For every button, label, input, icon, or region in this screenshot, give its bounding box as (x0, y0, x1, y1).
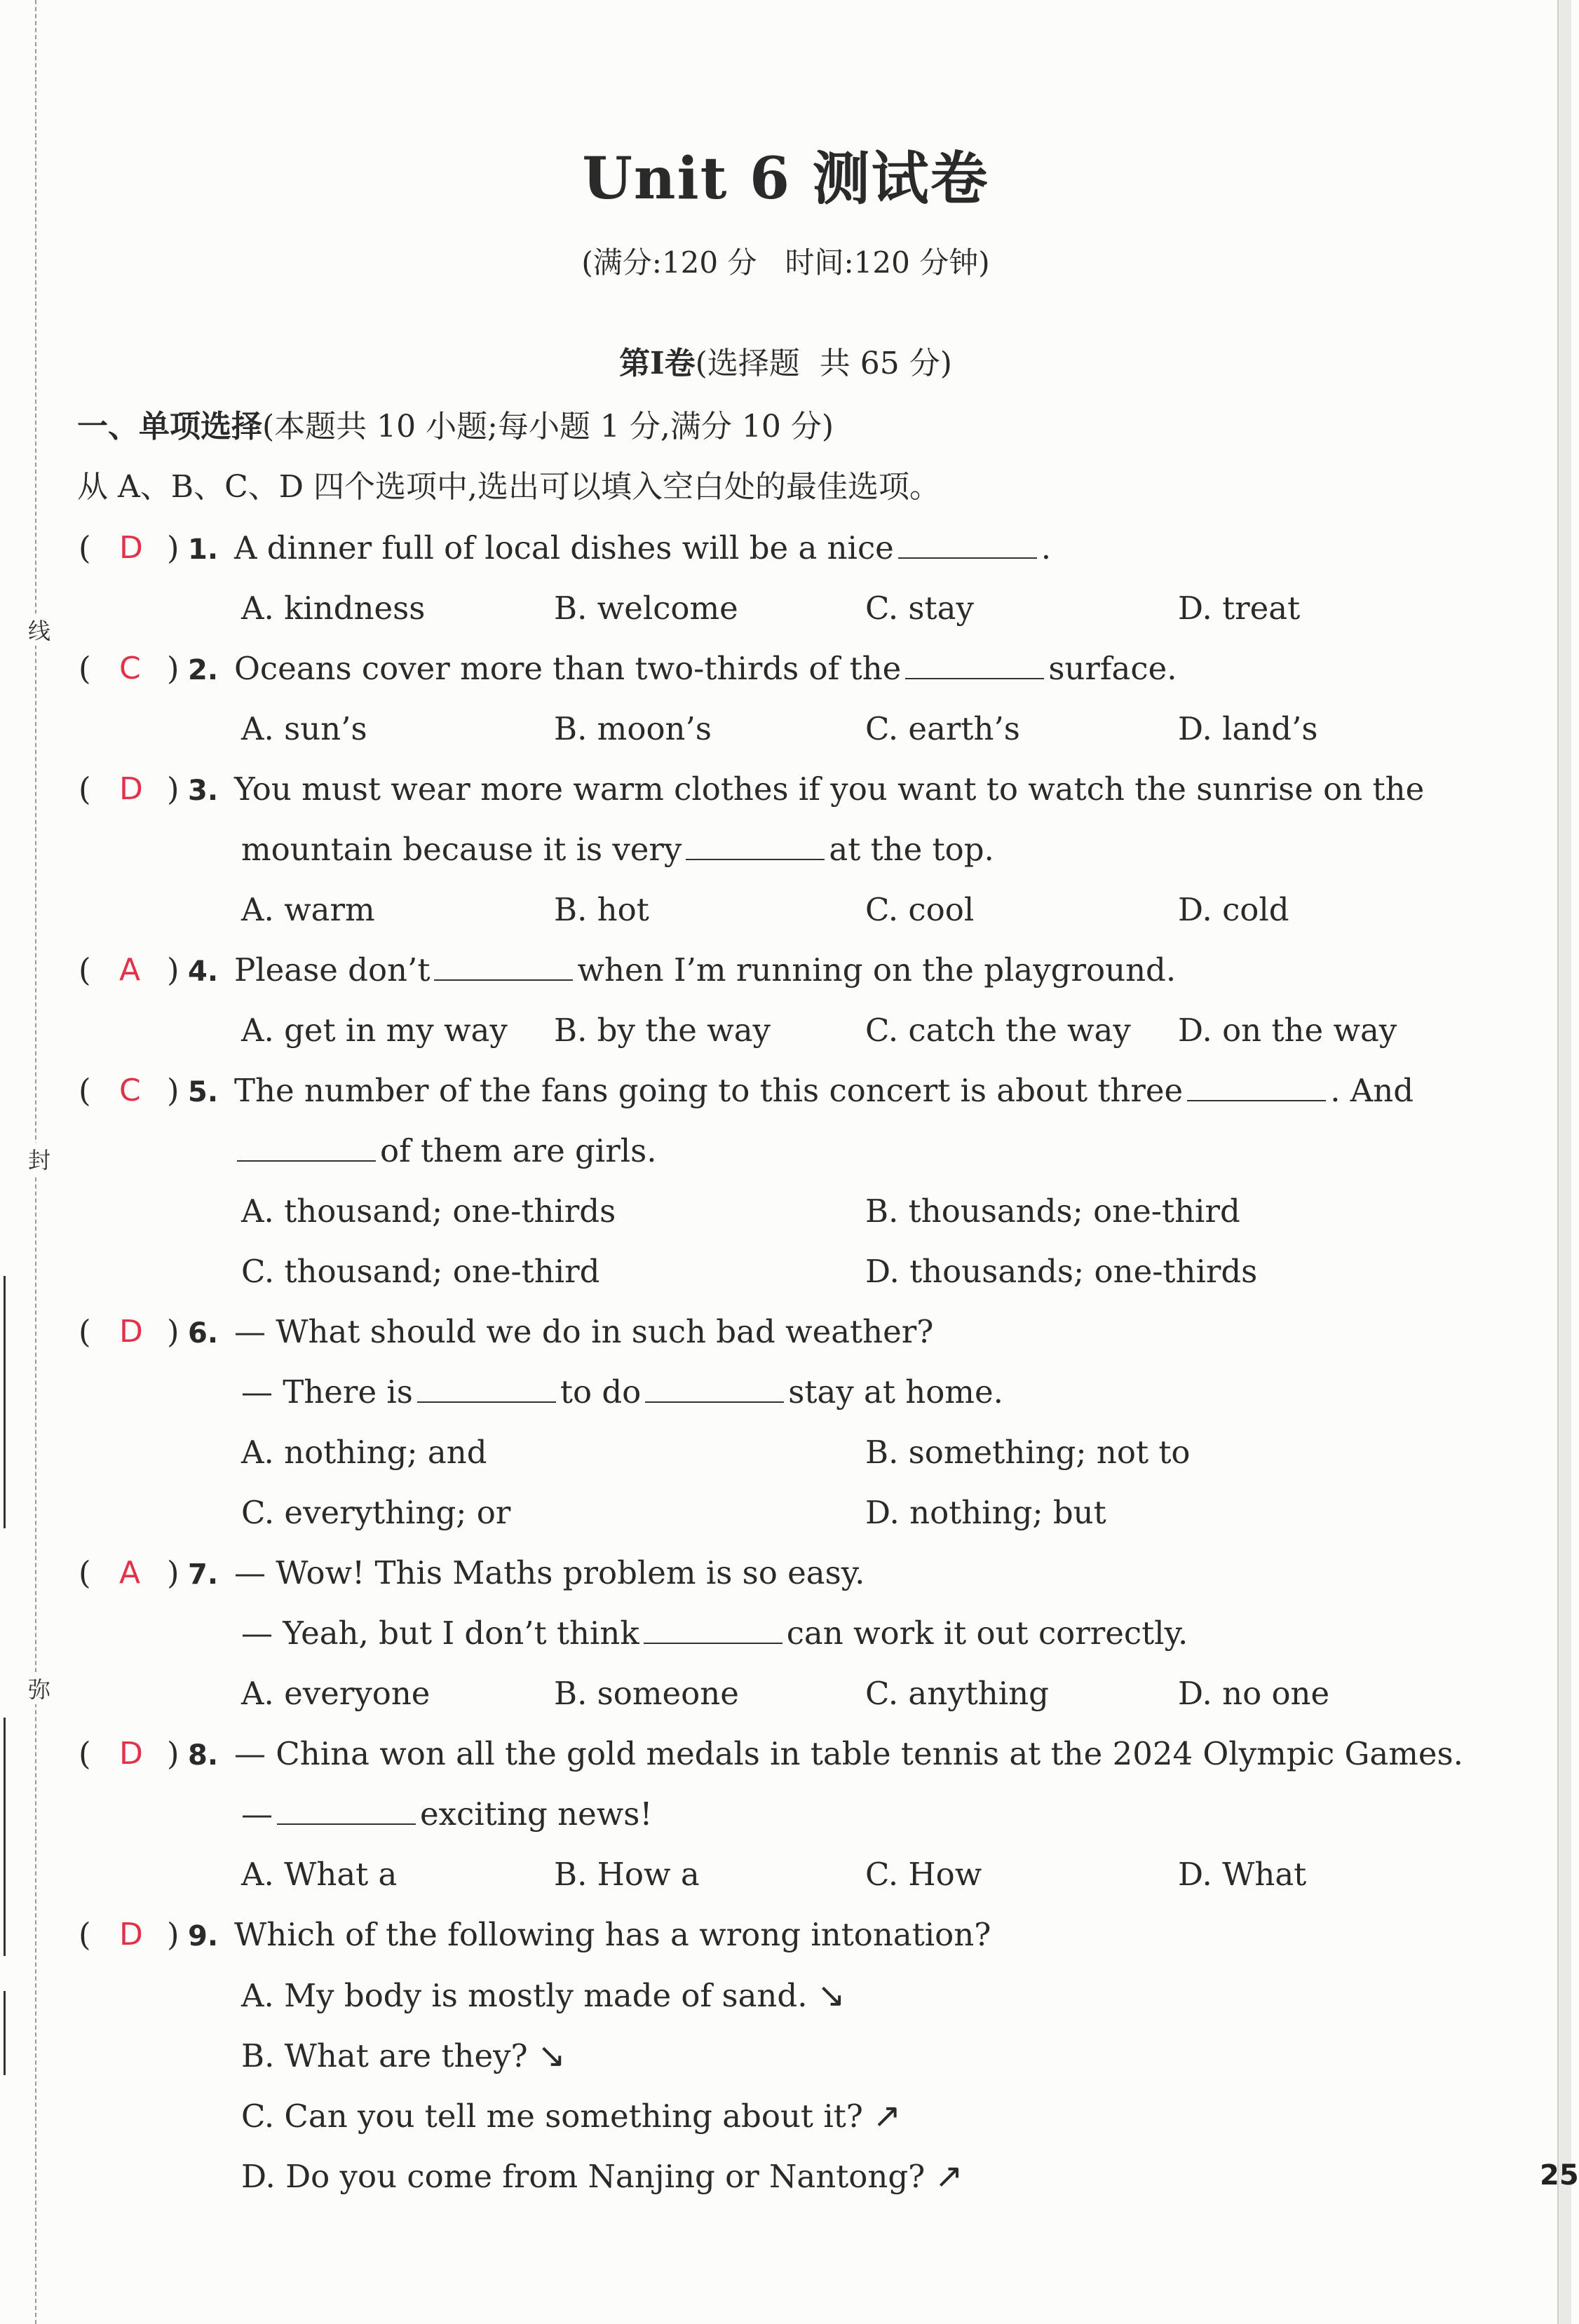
option-a: A. What a (241, 1856, 398, 1893)
question-stem-end: surface. (1048, 650, 1177, 687)
question-stem-end: exciting news! (420, 1795, 653, 1833)
name-field-rule (4, 1276, 6, 1528)
question-2 (79, 648, 1177, 691)
option-c: C. earth’s (865, 710, 1020, 747)
answer-blank[interactable] (905, 648, 1044, 679)
option-c: C. stay (865, 590, 974, 627)
option-a: A. kindness (241, 590, 426, 627)
option-c: C. thousand; one-third (241, 1253, 600, 1290)
question-stem: — (241, 1795, 273, 1833)
question-stem: — There is (241, 1373, 413, 1411)
answer-parens: ( D ) (79, 527, 188, 569)
option-b: B. moon’s (554, 710, 712, 747)
answer-parens: ( C ) (79, 1070, 188, 1112)
option-c: C. cool (865, 891, 975, 928)
answer-blank[interactable] (686, 829, 825, 860)
number-field-rule (4, 1991, 6, 2075)
answer-mark: D (119, 530, 143, 566)
question-number: 3. (188, 775, 219, 807)
question-number: 8. (188, 1739, 219, 1772)
option-b: B. someone (554, 1675, 739, 1712)
binding-mark-feng: 封 (27, 1143, 52, 1175)
question-stem-end: of them are girls. (380, 1132, 657, 1169)
option-a: A. everyone (241, 1675, 431, 1712)
option-d: D. thousands; one-thirds (865, 1253, 1258, 1290)
option-b: B. welcome (554, 590, 738, 627)
question-stem: — Wow! This Maths problem is so easy. (234, 1554, 865, 1591)
option-b: B. How a (554, 1856, 700, 1893)
section-heading-rest: (本题共 10 小题;每小题 1 分,满分 10 分) (262, 409, 834, 444)
answer-parens: ( A ) (79, 949, 188, 991)
question-stem: mountain because it is very (241, 831, 682, 868)
question-stem-end: . And (1330, 1072, 1414, 1109)
question-number: 1. (188, 534, 219, 566)
answer-mark: C (119, 1073, 141, 1108)
question-6-line-2 (241, 1371, 1003, 1413)
question-number: 7. (188, 1558, 219, 1591)
rising-intonation-arrow-icon: ↗ (872, 2096, 902, 2135)
option-a: A. nothing; and (241, 1434, 487, 1471)
answer-parens: ( D ) (79, 1914, 188, 1956)
section-heading-bold: 一、单项选择 (77, 409, 262, 444)
answer-mark: A (119, 952, 141, 988)
question-stem-end: when I’m running on the playground. (577, 951, 1177, 988)
option-d (241, 2155, 963, 2198)
question-stem: Which of the following has a wrong intonation? (234, 1916, 991, 1953)
question-3 (79, 768, 1424, 812)
score-time-info: (满分:120 分 时间:120 分钟) (581, 245, 990, 280)
question-number: 4. (188, 956, 219, 988)
answer-blank[interactable] (237, 1131, 376, 1162)
answer-blank[interactable] (1187, 1071, 1326, 1101)
option-c: C. How (865, 1856, 982, 1893)
answer-blank[interactable] (417, 1372, 556, 1403)
question-6 (79, 1311, 933, 1354)
option-b: B. thousands; one-third (865, 1192, 1240, 1230)
question-5-line-2 (237, 1130, 657, 1172)
question-4 (79, 949, 1176, 993)
question-5 (79, 1070, 1414, 1113)
option-d-text: D. Do you come from Nanjing or Nantong? (241, 2158, 926, 2195)
question-stem-end: can work it out correctly. (786, 1615, 1188, 1652)
answer-parens: ( D ) (79, 1311, 188, 1353)
answer-parens: ( D ) (79, 768, 188, 810)
page-title: Unit 6 测试卷 (582, 145, 989, 212)
question-9 (79, 1914, 991, 1957)
answer-parens: ( D ) (79, 1733, 188, 1775)
rising-intonation-arrow-icon: ↗ (935, 2156, 963, 2196)
question-3-line-2 (241, 829, 994, 871)
answer-blank[interactable] (434, 950, 573, 981)
question-stem-mid: to do (560, 1373, 642, 1411)
question-stem: Please don’t (234, 951, 431, 988)
answer-blank[interactable] (898, 528, 1037, 559)
option-b: B. hot (554, 891, 649, 928)
part-title-bold: 第Ⅰ卷 (619, 346, 696, 381)
question-7-line-2 (241, 1612, 1188, 1654)
option-a: A. sun’s (241, 710, 367, 747)
section-heading (77, 401, 834, 446)
part-title-rest: (选择题 共 65 分) (695, 346, 952, 381)
option-d: D. What (1178, 1856, 1307, 1893)
option-c-text: C. Can you tell me something about it? (241, 2098, 863, 2135)
option-c: C. everything; or (241, 1494, 511, 1531)
section-instruction: 从 A、B、C、D 四个选项中,选出可以填入空白处的最佳选项。 (77, 469, 941, 505)
option-a: A. thousand; one-thirds (241, 1192, 616, 1230)
option-d: D. treat (1178, 590, 1301, 627)
question-1 (79, 527, 1051, 571)
answer-mark: D (119, 1314, 143, 1350)
option-a-text: A. My body is mostly made of sand. (241, 1977, 808, 2014)
question-8-line-2 (241, 1793, 652, 1835)
option-b-text: B. What are they? (241, 2037, 528, 2074)
part-title (0, 338, 1571, 383)
option-a (241, 1974, 846, 2017)
question-8 (79, 1733, 1463, 1776)
option-c (241, 2095, 901, 2138)
option-d: D. nothing; but (865, 1494, 1106, 1531)
question-number: 5. (188, 1076, 219, 1108)
question-stem: The number of the fans going to this concert is about three (234, 1072, 1184, 1109)
question-stem: — Yeah, but I don’t think (241, 1615, 639, 1652)
question-number: 2. (188, 654, 219, 686)
question-stem-end: . (1041, 529, 1052, 566)
binding-mark-xian: 线 (27, 613, 52, 646)
answer-parens: ( A ) (79, 1552, 188, 1594)
binding-mark-mi: 弥 (27, 1672, 52, 1704)
answer-mark: A (119, 1555, 141, 1591)
question-stem-end: stay at home. (788, 1373, 1003, 1411)
question-7 (79, 1552, 865, 1596)
answer-blank[interactable] (277, 1794, 416, 1825)
answer-parens: ( C ) (79, 648, 188, 690)
question-stem: A dinner full of local dishes will be a nice (234, 529, 894, 566)
option-d: D. no one (1178, 1675, 1330, 1712)
falling-intonation-arrow-icon: ↘ (817, 1976, 846, 2015)
answer-blank[interactable] (644, 1613, 782, 1644)
class-field-rule (4, 1718, 6, 1956)
option-a: A. get in my way (241, 1012, 508, 1049)
answer-blank[interactable] (645, 1372, 784, 1403)
answer-mark: D (119, 771, 143, 807)
question-number: 6. (188, 1317, 219, 1350)
question-number: 9. (188, 1920, 219, 1952)
option-d: D. land’s (1178, 710, 1318, 747)
option-d: D. on the way (1178, 1012, 1397, 1049)
option-a: A. warm (241, 891, 375, 928)
option-b (241, 2034, 566, 2077)
question-stem: — What should we do in such bad weather? (234, 1313, 934, 1350)
question-stem: Oceans cover more than two-thirds of the (234, 650, 902, 687)
question-stem: You must wear more warm clothes if you want to watch the sunrise on the (234, 770, 1425, 808)
question-stem-end: at the top. (829, 831, 994, 868)
option-b: B. by the way (554, 1012, 771, 1049)
answer-mark: C (119, 651, 141, 686)
option-d: D. cold (1178, 891, 1289, 928)
option-c: C. catch the way (865, 1012, 1131, 1049)
answer-mark: D (119, 1917, 143, 1952)
page-number: 25 (1540, 2159, 1579, 2192)
option-c: C. anything (865, 1675, 1049, 1712)
option-b: B. something; not to (865, 1434, 1191, 1471)
answer-mark: D (119, 1736, 143, 1772)
falling-intonation-arrow-icon: ↘ (537, 2036, 566, 2075)
question-stem: — China won all the gold medals in table tennis at the 2024 Olympic Games. (234, 1735, 1463, 1772)
